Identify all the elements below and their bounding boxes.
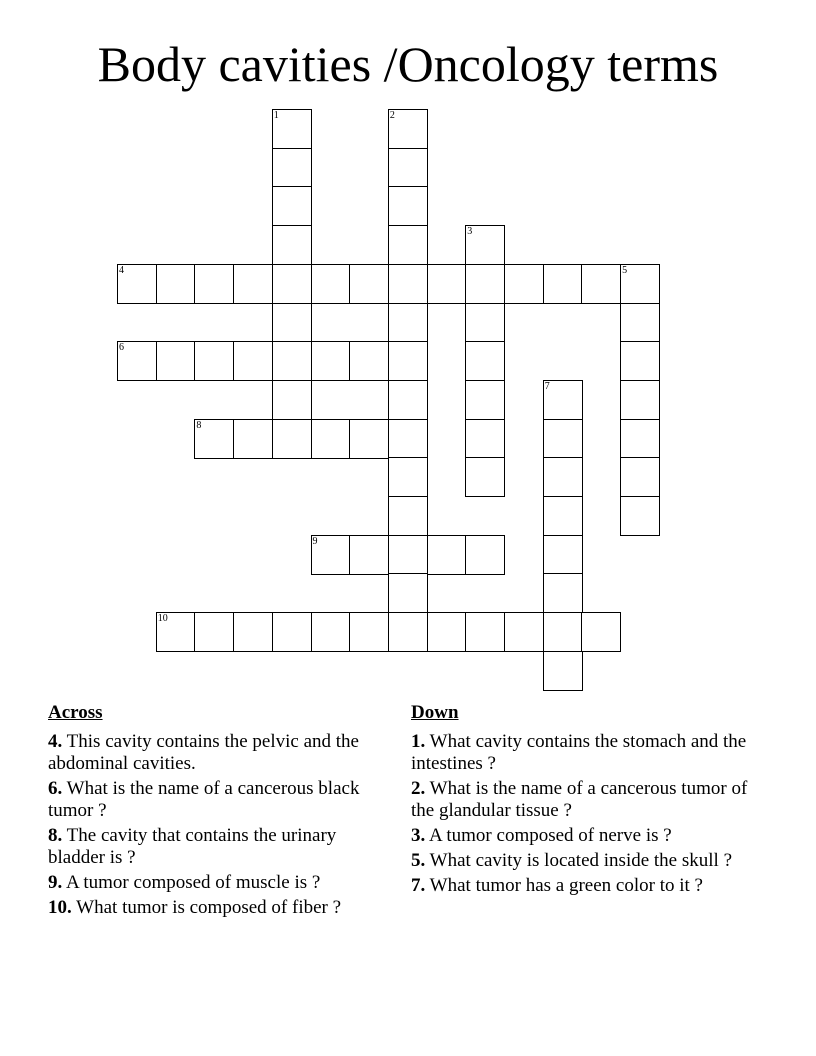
- grid-cell[interactable]: [620, 303, 660, 343]
- clue-across-10: [48, 897, 388, 919]
- grid-cell[interactable]: [504, 612, 544, 652]
- clue-text: What cavity is located inside the skull ?: [429, 850, 733, 871]
- grid-cell[interactable]: [156, 264, 196, 304]
- grid-cell[interactable]: [465, 457, 505, 497]
- clue-number: 7.: [411, 875, 426, 896]
- down-heading: Down: [411, 702, 459, 723]
- grid-cell[interactable]: [156, 612, 196, 652]
- grid-cell[interactable]: [388, 225, 428, 265]
- grid-cell[interactable]: [543, 264, 583, 304]
- grid-cell[interactable]: [388, 457, 428, 497]
- grid-cell[interactable]: [388, 419, 428, 459]
- cell-number: 5: [622, 264, 628, 276]
- clue-text: A tumor composed of nerve is ?: [428, 825, 672, 846]
- grid-cell[interactable]: [581, 264, 621, 304]
- page-title: Body cavities /Oncology terms: [97, 36, 719, 92]
- clue-text: What tumor has a green color to it ?: [429, 875, 703, 896]
- clue-number: 2.: [411, 778, 426, 799]
- grid-cell[interactable]: [620, 496, 660, 536]
- cell-number: 6: [119, 342, 124, 354]
- grid-cell[interactable]: [272, 186, 312, 226]
- clue-number: 10.: [48, 897, 72, 918]
- grid-cell[interactable]: [388, 341, 428, 381]
- grid-cell[interactable]: [388, 109, 428, 149]
- grid-cell[interactable]: [388, 612, 428, 652]
- grid-cell[interactable]: [272, 264, 312, 304]
- cell-number: 7: [544, 380, 550, 392]
- grid-cell[interactable]: [388, 380, 428, 420]
- grid-cell[interactable]: [272, 148, 312, 188]
- grid-cell[interactable]: [272, 109, 312, 149]
- clue-text: A tumor composed of muscle is ?: [65, 872, 321, 893]
- grid-cell[interactable]: [465, 612, 505, 652]
- grid-cell[interactable]: [311, 264, 351, 304]
- grid-cell[interactable]: [349, 341, 389, 381]
- grid-cell[interactable]: [543, 496, 583, 536]
- grid-cell[interactable]: [349, 419, 389, 459]
- grid-cell[interactable]: [233, 264, 273, 304]
- grid-cell[interactable]: [620, 419, 660, 459]
- grid-cell[interactable]: [194, 612, 234, 652]
- grid-cell[interactable]: [311, 341, 351, 381]
- grid-cell[interactable]: [194, 419, 234, 459]
- clue-number: 8.: [48, 825, 63, 846]
- grid-cell[interactable]: [233, 612, 273, 652]
- grid-cell[interactable]: [543, 612, 583, 652]
- grid-cell[interactable]: [543, 651, 583, 691]
- grid-cell[interactable]: [272, 419, 312, 459]
- clue-down-7: [411, 875, 751, 897]
- clue-number: 9.: [48, 872, 63, 893]
- grid-cell[interactable]: [117, 264, 157, 304]
- across-clues: [48, 702, 388, 922]
- cell-number: 2: [389, 110, 395, 121]
- clue-number: 4.: [48, 731, 63, 752]
- grid-cell[interactable]: [543, 535, 583, 575]
- cell-number: 9: [312, 535, 318, 547]
- grid-cell[interactable]: [620, 380, 660, 420]
- grid-cell[interactable]: [543, 457, 583, 497]
- clue-across-4: [48, 731, 388, 775]
- cell-number: 4: [119, 264, 124, 276]
- grid-cell[interactable]: [272, 341, 312, 381]
- clue-down-5: [411, 850, 751, 872]
- grid-cell[interactable]: [388, 264, 428, 304]
- cell-number: 10: [157, 613, 168, 625]
- clue-text: This cavity contains the pelvic and the abdominal cavities.: [48, 731, 359, 774]
- clue-across-8: [48, 825, 388, 869]
- cell-number: 8: [196, 419, 202, 431]
- across-heading: Across: [48, 702, 103, 723]
- grid-cell[interactable]: [543, 419, 583, 459]
- down-clues: [411, 702, 751, 900]
- grid-cell[interactable]: [388, 573, 428, 613]
- clue-text: What is the name of a cancerous tumor of the glandular tissue ?: [411, 778, 748, 821]
- clue-across-9: [48, 872, 388, 894]
- grid-cell[interactable]: [272, 303, 312, 343]
- grid-cell[interactable]: [465, 341, 505, 381]
- clue-number: 6.: [48, 778, 63, 799]
- grid-cell[interactable]: [388, 186, 428, 226]
- grid-cell[interactable]: [388, 148, 428, 188]
- grid-cell[interactable]: [233, 419, 273, 459]
- grid-cell[interactable]: [349, 612, 389, 652]
- clue-down-3: [411, 825, 751, 847]
- grid-cell[interactable]: [388, 303, 428, 343]
- clue-number: 5.: [411, 850, 426, 871]
- grid-cell[interactable]: [620, 264, 660, 304]
- grid-cell[interactable]: [156, 341, 196, 381]
- grid-cell[interactable]: [543, 380, 583, 420]
- grid-cell[interactable]: [620, 341, 660, 381]
- clue-down-2: [411, 778, 751, 822]
- grid-cell[interactable]: [543, 573, 583, 613]
- grid-cell[interactable]: [272, 380, 312, 420]
- clue-text: The cavity that contains the urinary bladder is ?: [48, 825, 337, 868]
- grid-cell[interactable]: [117, 341, 157, 381]
- grid-cell[interactable]: [504, 264, 544, 304]
- grid-cell[interactable]: [272, 612, 312, 652]
- grid-cell[interactable]: [465, 225, 505, 265]
- clue-number: 1.: [411, 731, 426, 752]
- grid-cell[interactable]: [620, 457, 660, 497]
- grid-cell[interactable]: [194, 264, 234, 304]
- grid-cell[interactable]: [427, 264, 467, 304]
- grid-cell[interactable]: [311, 419, 351, 459]
- grid-cell[interactable]: [581, 612, 621, 652]
- grid-cell[interactable]: [427, 535, 467, 575]
- grid-cell[interactable]: [465, 303, 505, 343]
- clue-down-1: [411, 731, 751, 775]
- grid-cell[interactable]: [465, 419, 505, 459]
- clue-text: What cavity contains the stomach and the intestines ?: [411, 731, 747, 774]
- cell-number: 3: [467, 226, 473, 238]
- clue-text: What is the name of a cancerous black tumor ?: [48, 778, 360, 821]
- grid-cell[interactable]: [465, 535, 505, 575]
- grid-cell[interactable]: [311, 612, 351, 652]
- grid-cell[interactable]: [465, 264, 505, 304]
- cell-number: 1: [273, 110, 279, 121]
- grid-cell[interactable]: [349, 535, 389, 575]
- clue-text: What tumor is composed of fiber ?: [76, 897, 342, 918]
- grid-cell[interactable]: [388, 535, 428, 575]
- clue-number: 3.: [411, 825, 426, 846]
- grid-cell[interactable]: [194, 341, 234, 381]
- grid-cell[interactable]: [427, 612, 467, 652]
- grid-cell[interactable]: [272, 225, 312, 265]
- grid-cell[interactable]: [465, 380, 505, 420]
- clue-across-6: [48, 778, 388, 822]
- grid-cell[interactable]: [349, 264, 389, 304]
- grid-cell[interactable]: [388, 496, 428, 536]
- grid-cell[interactable]: [311, 535, 351, 575]
- grid-cell[interactable]: [233, 341, 273, 381]
